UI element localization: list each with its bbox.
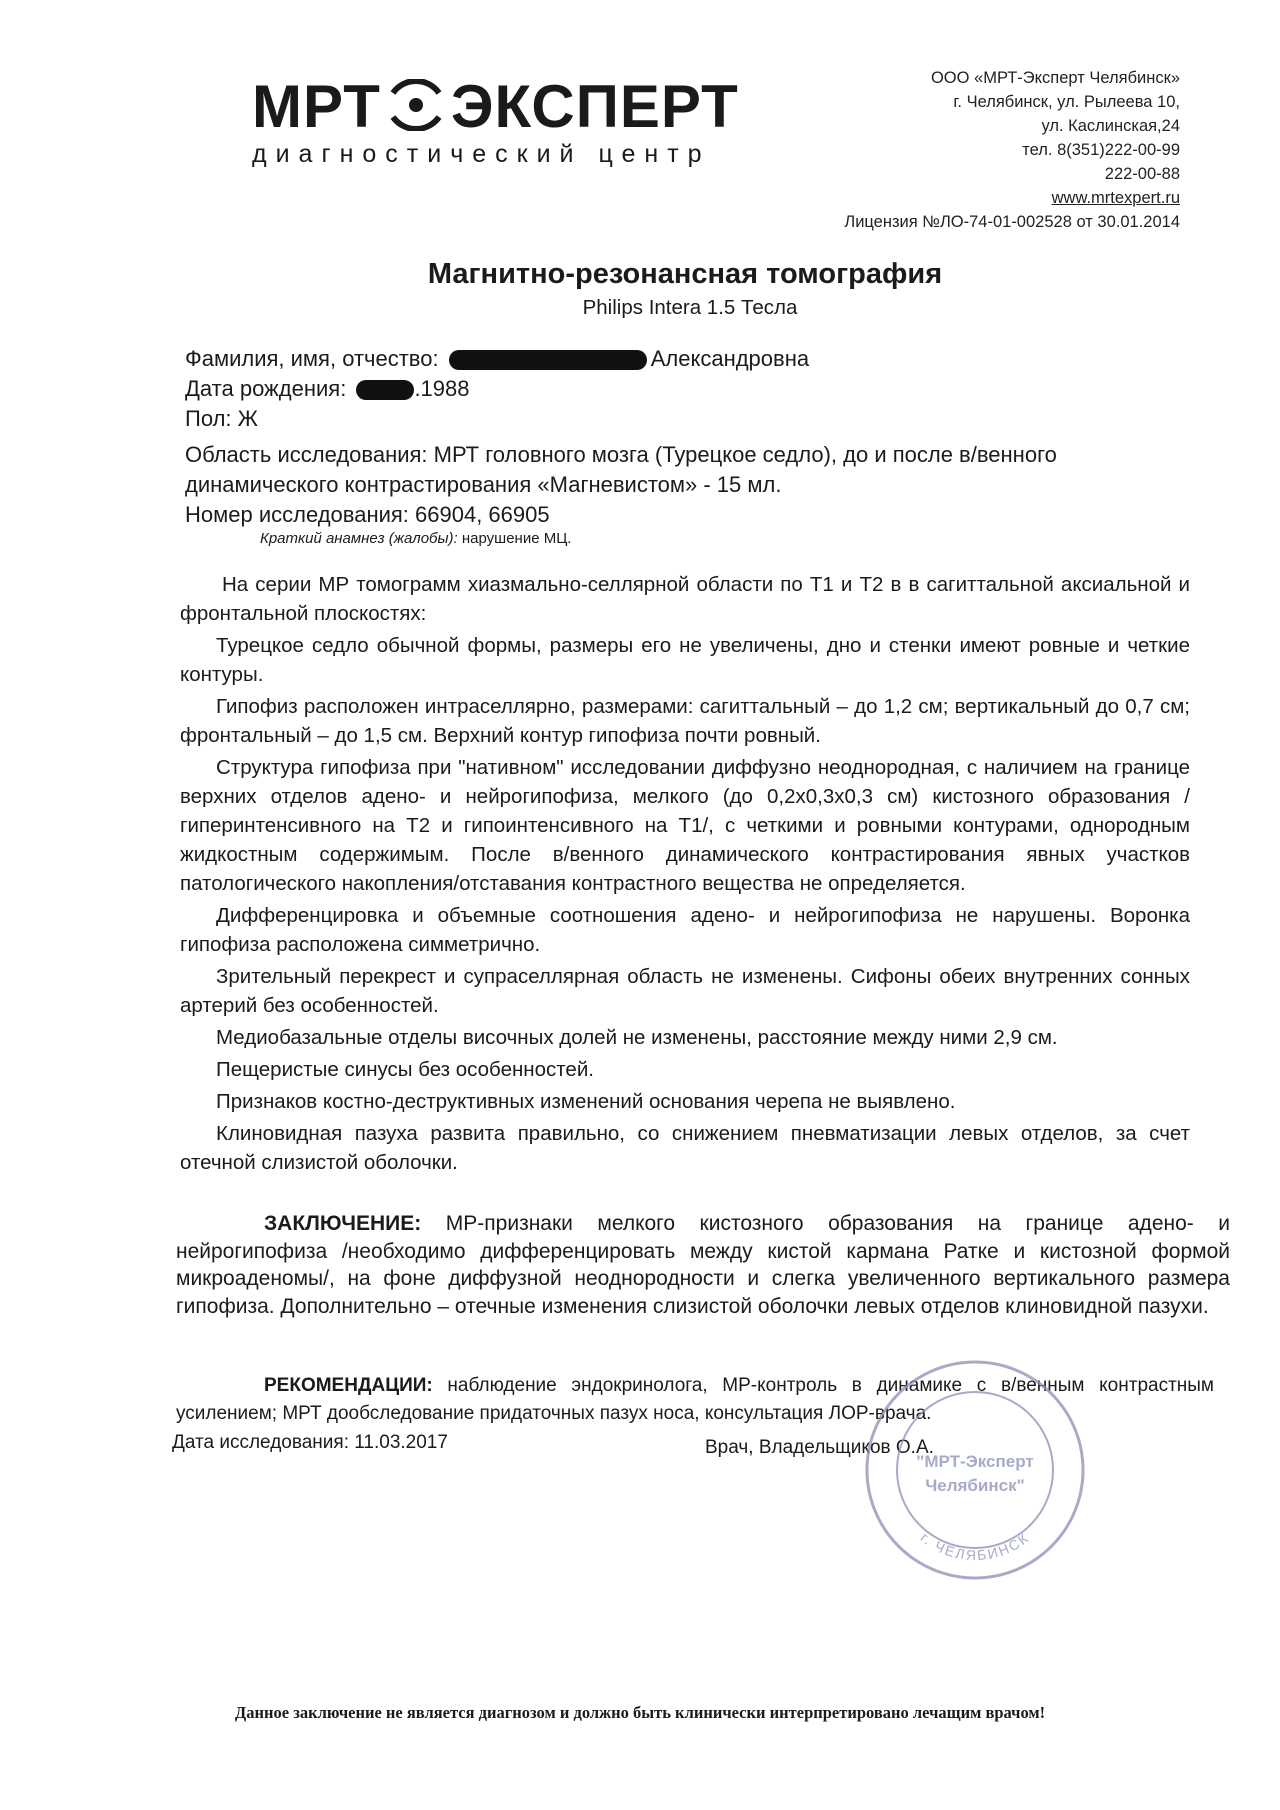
disclaimer: Данное заключение не является диагнозом и должно быть клинически интерпретировано лечащим врачом! [234, 1703, 1046, 1722]
logo-title-left: МРТ [252, 73, 381, 140]
findings-paragraph: Признаков костно-деструктивных изменений основания черепа не выявлено. [216, 1090, 956, 1113]
logo-title-right: ЭКСПЕРТ [450, 73, 739, 140]
patient-dob-visible: .1988 [414, 376, 470, 401]
anamnesis [260, 530, 571, 547]
recommendations-label: РЕКОМЕНДАЦИИ: [264, 1375, 433, 1396]
logo-mark-icon [385, 79, 447, 131]
anamnesis-label: Краткий анамнез (жалобы): [260, 530, 458, 547]
stamp-ring-text: г. ЧЕЛЯБИНСК [917, 1529, 1033, 1564]
org-website-link[interactable]: www.mrtexpert.ru [1051, 189, 1180, 207]
org-info [760, 66, 1180, 234]
clinic-stamp [860, 1355, 1090, 1585]
org-license: Лицензия №ЛО-74-01-002528 от 30.01.2014 [844, 213, 1180, 231]
org-address-2: ул. Каслинская,24 [1041, 117, 1180, 135]
findings-paragraph: Турецкое седло обычной формы, размеры его не увеличены, дно и стенки имеют ровные и четкие контуры. [180, 634, 1190, 686]
findings-paragraph: Структура гипофиза при "нативном" исследовании диффузно неоднородная, с наличием на границе верхних отделов адено- и нейрогипофиза, мелкого (до 0,2х0,3х0,3 см) кистозного образования /гиперинтенсивного на Т2 и гипоинтенсивного на Т1/, с четкими и ровными контурами, однородным жидкостным содержимым. После в/венного динамического контрастирования явных участков патологического накопления/отставания контрастного вещества не определяется. [180, 756, 1190, 895]
stamp-center-line-1: "МРТ-Эксперт [916, 1452, 1034, 1471]
org-address-1: г. Челябинск, ул. Рылеева 10, [953, 93, 1180, 111]
org-phone-1: тел. 8(351)222-00-99 [1022, 141, 1180, 159]
patient-name-visible: Александровна [650, 346, 810, 371]
patient-name-line [185, 346, 809, 372]
patient-sex: Пол: Ж [185, 406, 258, 431]
redaction-mark [449, 350, 647, 370]
patient-name-label: Фамилия, имя, отчество: [185, 346, 439, 371]
findings-paragraph: Клиновидная пазуха развита правильно, со снижением пневматизации левых отделов, за счет отечной слизистой оболочки. [180, 1122, 1190, 1174]
conclusion [176, 1210, 1230, 1320]
logo-subtitle: диагностический центр [252, 140, 711, 168]
page-subtitle: Philips Intera 1.5 Тесла [582, 296, 798, 319]
findings-paragraph: Медиобазальные отделы височных долей не изменены, расстояние между ними 2,9 см. [216, 1026, 1058, 1049]
svg-text:г. ЧЕЛЯБИНСК [918, 1529, 1033, 1563]
study-area-line-1: Область исследования: МРТ головного мозга (Турецкое седло), до и после в/венного [185, 442, 1057, 467]
findings-paragraph: Зрительный перекрест и супраселлярная область не изменены. Сифоны обеих внутренних сонных артерий без особенностей. [180, 965, 1190, 1017]
patient-dob-line [185, 376, 470, 402]
findings-paragraph: Гипофиз расположен интраселлярно, размерами: сагиттальный – до 1,2 см; вертикальный до 0,7 см; фронтальный – до 1,5 см. Верхний контур гипофиза почти ровный. [180, 695, 1190, 747]
findings-paragraph: На серии МР томограмм хиазмально-селлярной области по Т1 и Т2 в в сагиттальной аксиальной и фронтальной плоскостях: [180, 573, 1190, 625]
stamp-center-line-2: Челябинск" [925, 1476, 1025, 1495]
findings-paragraph: Дифференцировка и объемные соотношения адено- и нейрогипофиза не нарушены. Воронка гипофиза расположена симметрично. [180, 904, 1190, 956]
study-area-line-2: динамического контрастирования «Магневистом» - 15 мл. [185, 472, 782, 497]
study-number: Номер исследования: 66904, 66905 [185, 502, 550, 527]
page-title: Магнитно-резонансная томография [427, 258, 943, 290]
findings [180, 570, 1190, 1180]
conclusion-text: МР-признаки мелкого кистозного образования на границе адено- и нейрогипофиза /необходимо дифференцировать между кистой кармана Ратке и кистозной формой микроаденомы/, на фоне диффузной неоднородности и слегка увеличенного вертикального размера гипофиза. Дополнительно – отечные изменения слизистой оболочки левых отделов клиновидной пазухи. [176, 1212, 1230, 1318]
org-name: ООО «МРТ-Эксперт Челябинск» [930, 69, 1180, 87]
logo [252, 72, 739, 141]
org-phone-2: 222-00-88 [1104, 165, 1180, 183]
redaction-mark [356, 380, 414, 400]
conclusion-label: ЗАКЛЮЧЕНИЕ: [264, 1212, 422, 1235]
recommendations-text: наблюдение эндокринолога, МР-контроль в динамике с в/венным контрастным усилением; МРТ дообследование придаточных пазух носа, консультация ЛОР-врача. [176, 1375, 1214, 1424]
study-date: Дата исследования: 11.03.2017 [172, 1432, 448, 1453]
patient-dob-label: Дата рождения: [185, 376, 347, 401]
findings-paragraph: Пещеристые синусы без особенностей. [216, 1058, 594, 1081]
doctor-signature: Врач, Владельщиков О.А. [705, 1437, 934, 1458]
anamnesis-value: нарушение МЦ. [461, 530, 572, 547]
